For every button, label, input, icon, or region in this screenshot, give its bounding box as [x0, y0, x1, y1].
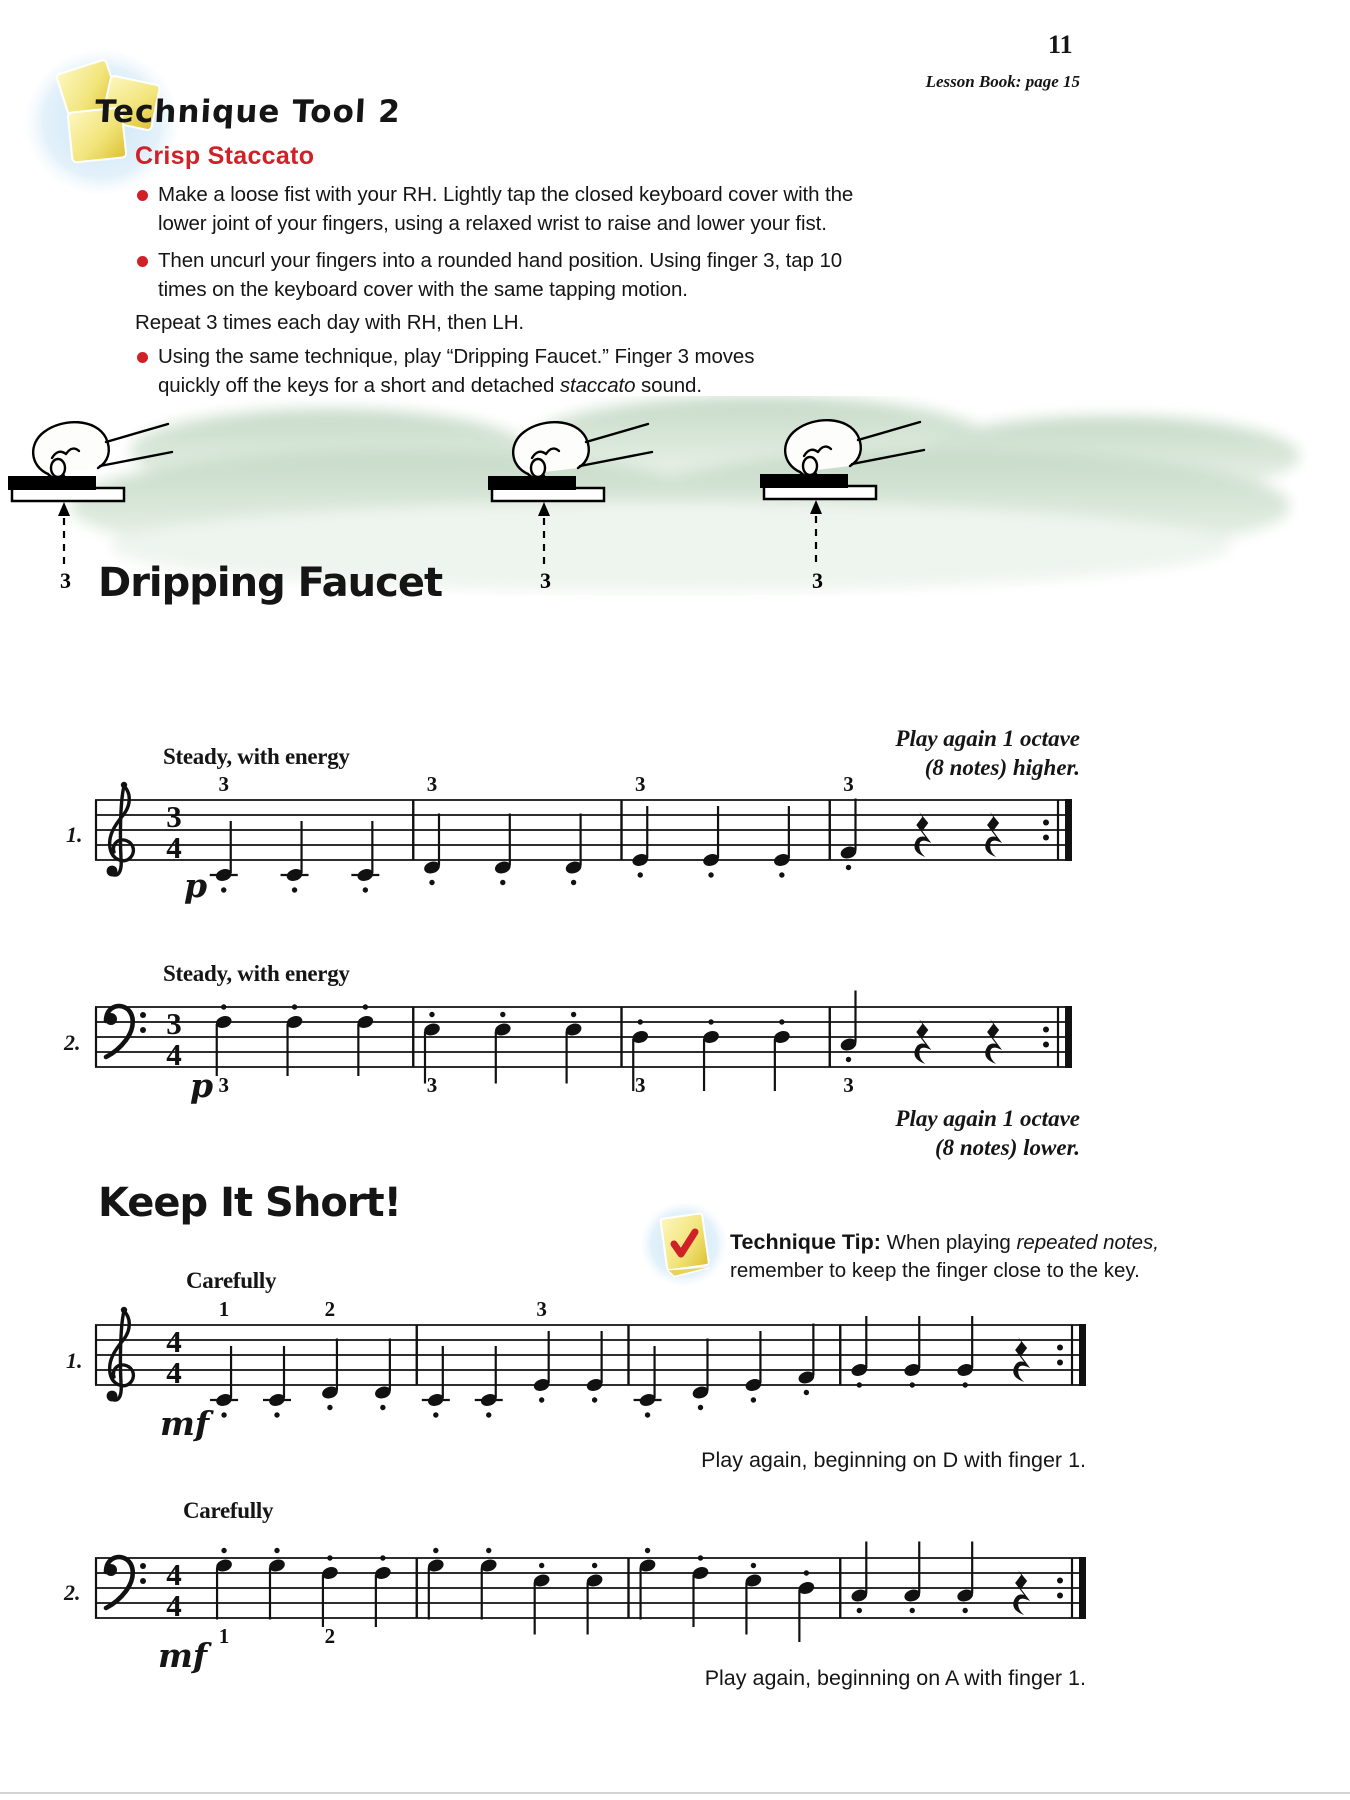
staccato-dot — [846, 865, 851, 870]
finger-number: 3 — [634, 772, 646, 796]
staccato-dot — [645, 1548, 650, 1553]
staccato-dot — [380, 1555, 385, 1560]
page-number: 11 — [1048, 30, 1073, 59]
staff-number-label: 1. — [66, 822, 83, 847]
staccato-dot — [433, 1548, 438, 1553]
staccato-dot — [910, 1382, 915, 1387]
staccato-dot — [486, 1412, 491, 1417]
svg-text:4: 4 — [166, 830, 182, 865]
staccato-dot — [751, 1397, 756, 1402]
staff-number-label: 2. — [64, 1580, 81, 1605]
staccato-dot — [804, 1390, 809, 1395]
section-subtitle: Crisp Staccato — [135, 142, 315, 170]
finger-number: 3 — [843, 772, 854, 796]
staff-2 — [95, 991, 1072, 1098]
finger-number: 3 — [634, 1073, 646, 1097]
staccato-dot — [429, 1012, 434, 1017]
play-again-note-lower: Play again 1 octave (8 notes) lower. — [895, 1106, 1080, 1160]
staccato-dot — [363, 887, 368, 892]
svg-text:4: 4 — [166, 1588, 182, 1623]
final-barline — [1079, 1324, 1086, 1386]
dynamic-marking: mf — [160, 1404, 210, 1443]
song-title-dripping-faucet: Dripping Faucet — [98, 560, 443, 606]
tempo-marking: Carefully — [183, 1498, 274, 1523]
staccato-dot — [292, 887, 297, 892]
staccato-dot — [274, 1412, 279, 1417]
staccato-dot — [221, 1412, 226, 1417]
staccato-dot — [708, 872, 713, 877]
instruction-bullet-3: Using the same technique, play “Dripping Faucet.” Finger 3 moves quickly off the keys for a short and detached staccato sound. — [158, 345, 755, 397]
repeat-dots — [1057, 1345, 1063, 1351]
staccato-dot — [571, 880, 576, 885]
final-barline — [1065, 1006, 1072, 1068]
staccato-dot — [363, 1004, 368, 1009]
staccato-dot — [751, 1563, 756, 1568]
tempo-marking: Steady, with energy — [163, 744, 350, 769]
final-barline — [1065, 799, 1072, 861]
staccato-dot — [592, 1563, 597, 1568]
finger-number: 2 — [324, 1624, 336, 1648]
dynamic-marking: p — [184, 866, 208, 905]
staccato-dot — [429, 880, 434, 885]
quarter-rest — [985, 1019, 1002, 1064]
repeat-dots — [1043, 820, 1049, 826]
time-signature: 3 — [166, 799, 182, 834]
staccato-dot — [910, 1608, 915, 1613]
staccato-dot — [539, 1397, 544, 1402]
play-again-rh-note: Play again, beginning on D with finger 1. — [701, 1448, 1086, 1472]
quarter-rest — [1013, 1570, 1030, 1615]
technique-tip: Technique Tip: When playing repeated notes, remember to keep the finger close to the key. — [730, 1230, 1159, 1282]
time-signature: 4 — [166, 1324, 182, 1359]
staccato-dot — [327, 1555, 332, 1560]
staccato-dot — [571, 1012, 576, 1017]
repeat-dots — [1057, 1578, 1063, 1584]
staccato-dot — [539, 1563, 544, 1568]
staccato-dot — [638, 872, 643, 877]
quarter-rest — [914, 1019, 931, 1064]
finger-number-label: 3 — [540, 568, 551, 593]
staccato-dot — [857, 1608, 862, 1613]
finger-number-label: 3 — [812, 568, 823, 593]
lesson-book-reference: Lesson Book: page 15 — [925, 72, 1080, 91]
final-barline — [1079, 1557, 1086, 1619]
staccato-dot — [221, 887, 226, 892]
tempo-marking: Carefully — [186, 1268, 277, 1293]
quarter-rest — [985, 812, 1002, 857]
finger-number: 1 — [218, 1297, 230, 1321]
staff-1 — [95, 772, 1072, 893]
dynamic-marking: mf — [158, 1636, 208, 1675]
staccato-dot — [857, 1382, 862, 1387]
song-title-keep-it-short: Keep It Short! — [98, 1180, 401, 1226]
play-again-note-upper: Play again 1 octave (8 notes) higher. — [895, 726, 1080, 780]
staccato-dot — [292, 1004, 297, 1009]
finger-number: 2 — [324, 1297, 336, 1321]
finger-number-label: 3 — [60, 568, 71, 593]
staccato-dot — [645, 1412, 650, 1417]
staccato-dot — [962, 1382, 967, 1387]
staccato-dot — [962, 1608, 967, 1613]
finger-number: 3 — [426, 772, 438, 796]
bass-clef-icon — [105, 1557, 146, 1608]
play-again-lh-note: Play again, beginning on A with finger 1. — [704, 1666, 1086, 1690]
staccato-dot — [274, 1548, 279, 1553]
staccato-dot — [804, 1570, 809, 1575]
quarter-rest — [914, 812, 931, 857]
instruction-bullet-1: Make a loose fist with your RH. Lightly tap the closed keyboard cover with the lower joint of your fingers, using a relaxed wrist to raise and lower your fist. — [158, 183, 854, 235]
finger-number: 3 — [843, 1073, 854, 1097]
repeat-instruction: Repeat 3 times each day with RH, then LH. — [135, 311, 525, 334]
time-signature: 3 — [166, 1006, 182, 1041]
page-bottom-edge — [0, 1792, 1350, 1794]
finger-number: 3 — [426, 1073, 438, 1097]
bass-clef-icon — [105, 1006, 146, 1057]
staccato-dot — [433, 1412, 438, 1417]
finger-number: 1 — [218, 1624, 230, 1648]
staccato-dot — [779, 1019, 784, 1024]
staff-number-label: 2. — [64, 1030, 81, 1055]
page-title: Technique Tool 2 — [94, 94, 402, 130]
svg-text:4: 4 — [166, 1355, 182, 1390]
staccato-dot — [698, 1405, 703, 1410]
staccato-dot — [846, 1057, 851, 1062]
staccato-dot — [221, 1548, 226, 1553]
staccato-dot — [592, 1397, 597, 1402]
staccato-dot — [698, 1555, 703, 1560]
staccato-dot — [327, 1405, 332, 1410]
finger-number: 3 — [218, 1073, 229, 1097]
staff-number-label: 1. — [66, 1348, 83, 1373]
staccato-dot — [500, 1012, 505, 1017]
staccato-dot — [779, 872, 784, 877]
repeat-dots — [1043, 1027, 1049, 1033]
instruction-bullet-2: Then uncurl your fingers into a rounded hand position. Using finger 3, tap 10 times on the keyboard cover with the same tapping motion. — [158, 249, 843, 301]
staff-4 — [95, 1542, 1086, 1649]
svg-text:4: 4 — [166, 1037, 182, 1072]
quarter-rest — [1013, 1337, 1030, 1382]
staccato-dot — [708, 1019, 713, 1024]
staccato-dot — [500, 880, 505, 885]
dynamic-marking: p — [190, 1066, 214, 1105]
tempo-marking: Steady, with energy — [163, 961, 350, 986]
staccato-dot — [638, 1019, 643, 1024]
time-signature: 4 — [166, 1557, 182, 1592]
staccato-dot — [380, 1405, 385, 1410]
staccato-dot — [486, 1548, 491, 1553]
staff-3 — [95, 1297, 1086, 1418]
staccato-dot — [221, 1004, 226, 1009]
finger-number: 3 — [218, 772, 229, 796]
finger-number: 3 — [536, 1297, 547, 1321]
